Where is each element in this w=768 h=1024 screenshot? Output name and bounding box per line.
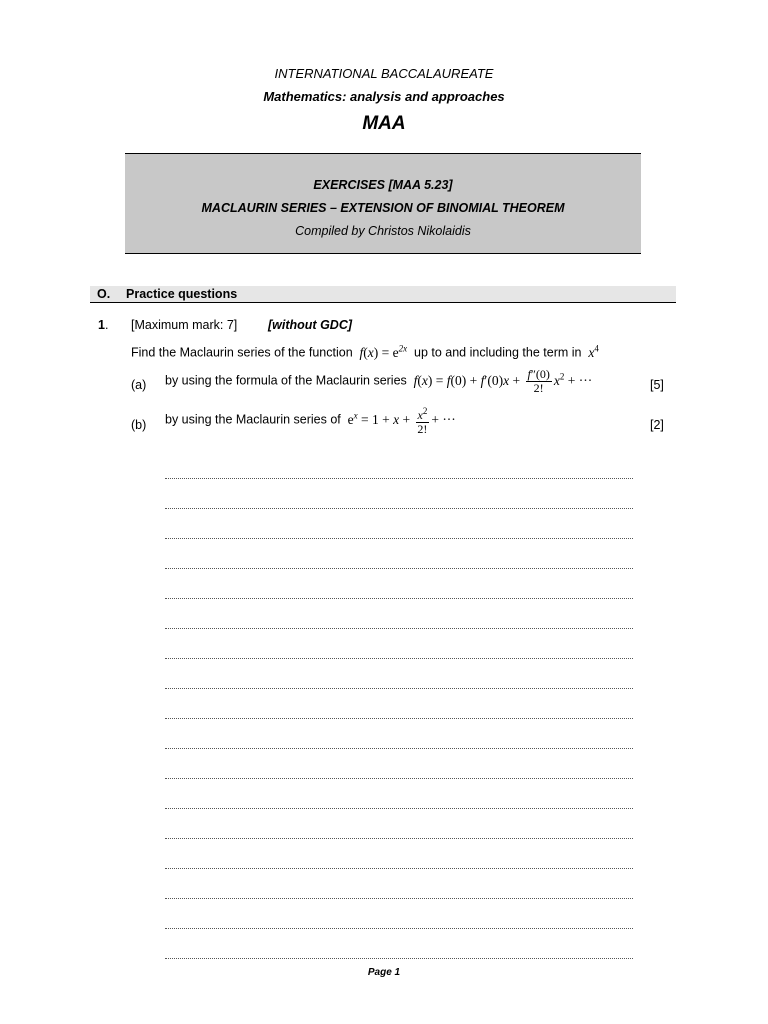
answer-line bbox=[165, 538, 633, 539]
answer-line bbox=[165, 868, 633, 869]
answer-line bbox=[165, 808, 633, 809]
answer-line bbox=[165, 508, 633, 509]
part-b-label: (b) bbox=[131, 418, 147, 432]
gdc-note: [without GDC] bbox=[268, 318, 353, 332]
topic-title: MACLAURIN SERIES – EXTENSION OF BINOMIAL THEOREM bbox=[201, 201, 565, 215]
header-org: INTERNATIONAL BACCALAUREATE bbox=[274, 66, 494, 81]
question-prompt bbox=[131, 343, 599, 361]
part-a-label: (a) bbox=[131, 378, 147, 392]
prompt-tail: up to and including the term in bbox=[414, 345, 582, 360]
answer-line bbox=[165, 688, 633, 689]
answer-line bbox=[165, 658, 633, 659]
answer-line bbox=[165, 778, 633, 779]
answer-line bbox=[165, 598, 633, 599]
answer-line bbox=[165, 478, 633, 479]
exp-series-formula: $e^x = 1 + x$ + $\frac{x^2}{2!}$ + ··· bbox=[347, 406, 456, 436]
question-number: 1. bbox=[98, 318, 109, 332]
answer-line bbox=[165, 898, 633, 899]
exercise-title: EXERCISES [MAA 5.23] bbox=[313, 178, 453, 192]
section-title: Practice questions bbox=[126, 287, 238, 301]
header-course: Mathematics: analysis and approaches bbox=[263, 89, 505, 104]
section-number: O. bbox=[97, 287, 111, 301]
author-credit: Compiled by Christos Nikolaidis bbox=[295, 224, 471, 238]
part-a-text: by using the formula of the Maclaurin series bbox=[165, 373, 407, 388]
max-mark: [Maximum mark: 7] bbox=[131, 318, 238, 332]
answer-line bbox=[165, 568, 633, 569]
maclaurin-formula: f(x) = f(0) + f′(0)x + $\frac{f''(0)}{2!}$ $x^2$ + ··· bbox=[410, 367, 593, 395]
term-power: $x^4$ bbox=[584, 343, 599, 360]
title-box bbox=[125, 153, 641, 254]
prompt-text: Find the Maclaurin series of the function bbox=[131, 345, 353, 360]
part-b bbox=[165, 405, 456, 436]
answer-line bbox=[165, 628, 633, 629]
answer-line bbox=[165, 748, 633, 749]
part-b-text: by using the Maclaurin series of bbox=[165, 412, 341, 427]
header-code: MAA bbox=[362, 113, 406, 134]
page-number: Page 1 bbox=[367, 967, 401, 978]
part-a-mark: [5] bbox=[650, 378, 664, 392]
part-b-mark: [2] bbox=[650, 418, 664, 432]
answer-line bbox=[165, 718, 633, 719]
answer-line bbox=[165, 958, 633, 959]
function-formula: $f(x) = e^{2x}$ bbox=[356, 343, 408, 360]
section-header bbox=[90, 286, 676, 303]
answer-line bbox=[165, 838, 633, 839]
answer-line bbox=[165, 928, 633, 929]
part-a bbox=[165, 368, 592, 395]
